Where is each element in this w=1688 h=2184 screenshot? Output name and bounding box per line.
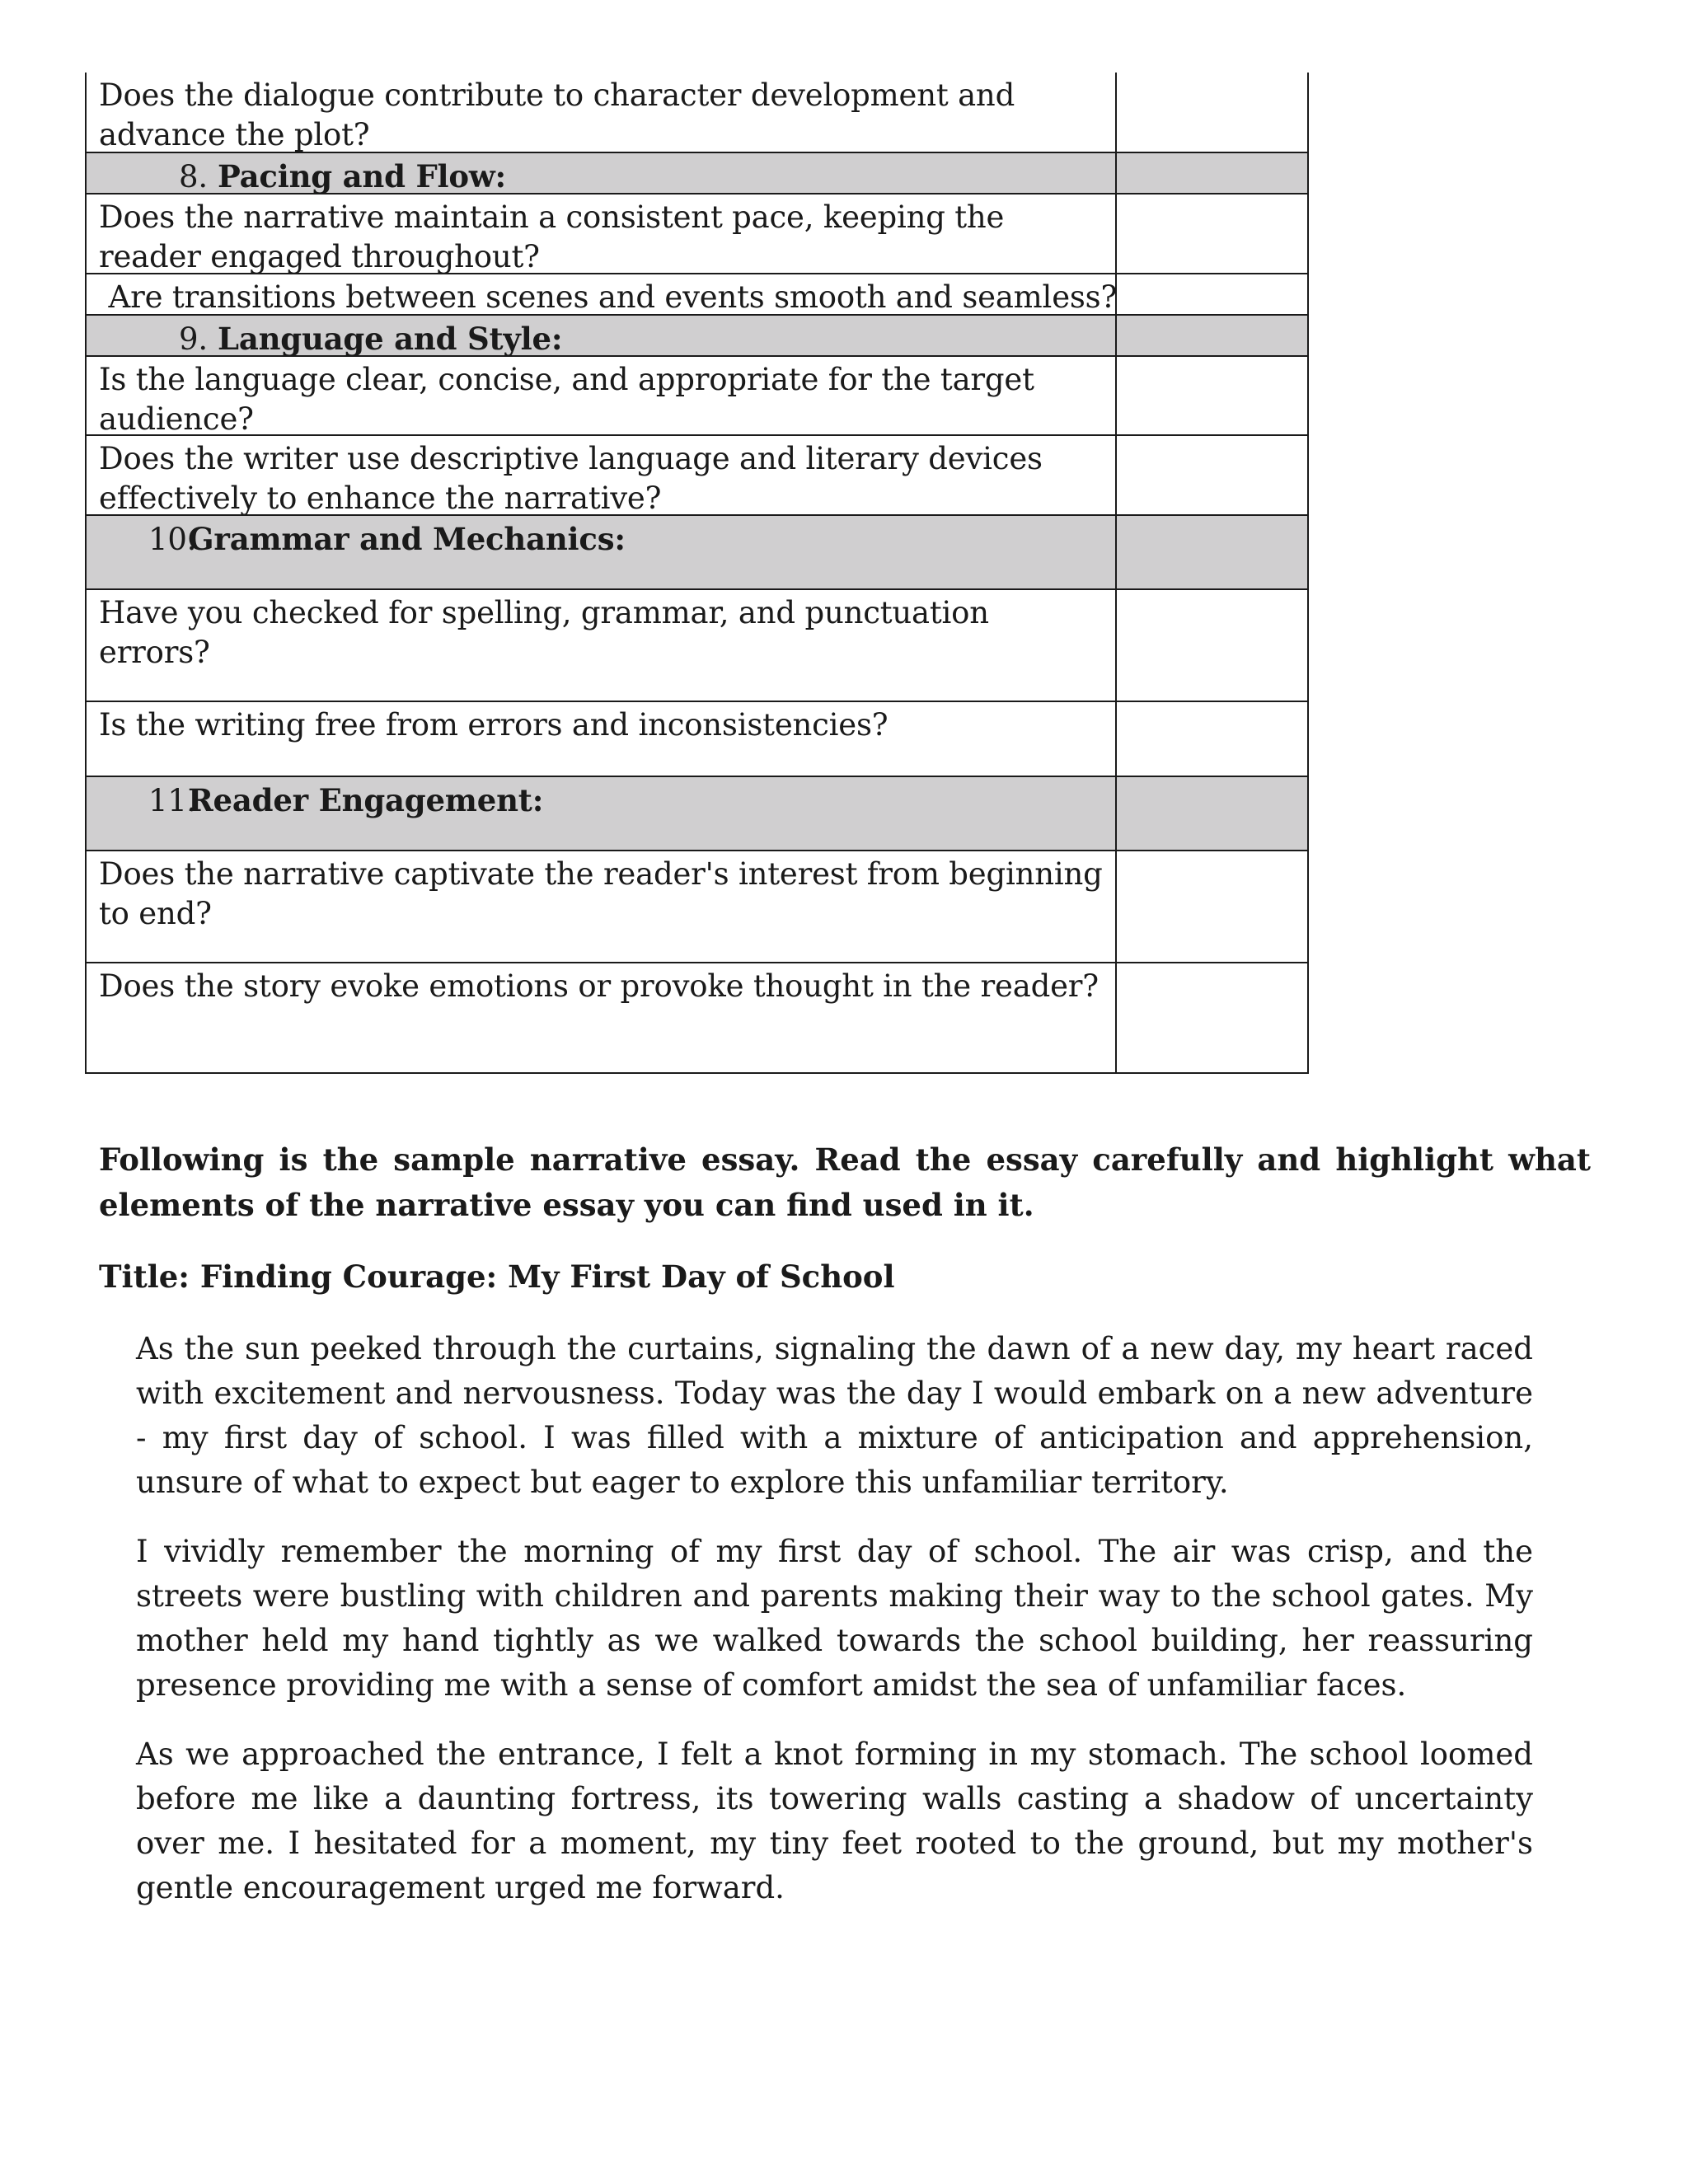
question-cell: Is the writing free from errors and inconsistencies? — [87, 702, 1117, 776]
section-header-row — [87, 776, 1307, 850]
essay-paragraph: I vividly remember the morning of my first day of school. The air was crisp, and the streets were bustling with children and parents making their way to the school gates. My mother held my hand tightly as we walked towards the school building, her reassuring presence providing me with a sense of comfort amidst the sea of unfamiliar faces. — [136, 1534, 1533, 1703]
checklist-table — [85, 73, 1309, 1074]
question-cell: Are transitions between scenes and events smooth and seamless? — [87, 274, 1117, 314]
section-number: 8. — [179, 159, 208, 194]
section-number: 10. — [148, 522, 197, 557]
essay-instructions: Following is the sample narrative essay. Read the essay carefully and highlight what elements of the narrative essay you can find used in it. — [99, 1141, 1591, 1223]
section-header-cell — [87, 516, 1117, 588]
answer-cell — [1117, 153, 1307, 193]
essay-paragraph: As we approached the entrance, I felt a knot forming in my stomach. The school loomed before me like a daunting fortress, its towering walls casting a shadow of uncertainty over me. I hesitated for a moment, my tiny feet rooted to the ground, but my mother's gentle encouragement urged me forward. — [136, 1736, 1533, 1905]
answer-cell[interactable] — [1117, 702, 1307, 776]
answer-cell — [1117, 316, 1307, 355]
question-cell: Is the language clear, concise, and appropriate for the target audience? — [87, 357, 1117, 434]
question-cell: Does the narrative maintain a consistent pace, keeping the reader engaged throughout? — [87, 194, 1117, 273]
section-title: Pacing and Flow: — [218, 158, 506, 194]
section-header-cell — [87, 777, 1117, 850]
table-row — [87, 73, 1307, 152]
essay-paragraph: As the sun peeked through the curtains, signaling the dawn of a new day, my heart raced with excitement and nervousness. Today was the day I would embark on a new adventure - my first day of school. I was filled with a mixture of anticipation and apprehension, unsure of what to expect but eager to explore this unfamiliar territory. — [136, 1331, 1533, 1500]
table-row — [87, 588, 1307, 701]
table-row — [87, 193, 1307, 273]
question-cell: Does the narrative captivate the reader's interest from beginning to end? — [87, 851, 1117, 962]
section-title: Reader Engagement: — [188, 782, 544, 818]
answer-cell[interactable] — [1117, 590, 1307, 701]
question-cell: Does the story evoke emotions or provoke thought in the reader? — [87, 963, 1117, 1072]
section-header-cell — [87, 153, 1117, 193]
section-title: Grammar and Mechanics: — [188, 521, 626, 557]
answer-cell[interactable] — [1117, 963, 1307, 1072]
answer-cell — [1117, 516, 1307, 588]
section-title: Language and Style: — [218, 321, 563, 357]
answer-cell[interactable] — [1117, 73, 1307, 152]
section-number: 9. — [179, 321, 208, 357]
answer-cell[interactable] — [1117, 274, 1307, 314]
answer-cell — [1117, 777, 1307, 850]
section-header-row — [87, 152, 1307, 193]
table-row — [87, 850, 1307, 962]
table-row — [87, 355, 1307, 437]
table-row — [87, 701, 1307, 776]
answer-cell[interactable] — [1117, 194, 1307, 273]
table-row — [87, 962, 1307, 1072]
answer-cell[interactable] — [1117, 851, 1307, 962]
question-cell: Does the writer use descriptive language and literary devices effectively to enhance the narrative? — [87, 436, 1117, 514]
question-cell: Does the dialogue contribute to character development and advance the plot? — [87, 73, 1117, 152]
section-number: 11. — [148, 783, 197, 818]
section-header-cell — [87, 316, 1117, 355]
essay-body — [136, 1327, 1533, 1935]
answer-cell[interactable] — [1117, 436, 1307, 514]
section-header-row — [87, 514, 1307, 588]
table-row — [87, 434, 1307, 514]
question-cell: Have you checked for spelling, grammar, and punctuation errors? — [87, 590, 1117, 701]
section-header-row — [87, 314, 1307, 355]
table-row — [87, 273, 1307, 314]
essay-title: Title: Finding Courage: My First Day of School — [99, 1258, 895, 1295]
answer-cell[interactable] — [1117, 357, 1307, 434]
